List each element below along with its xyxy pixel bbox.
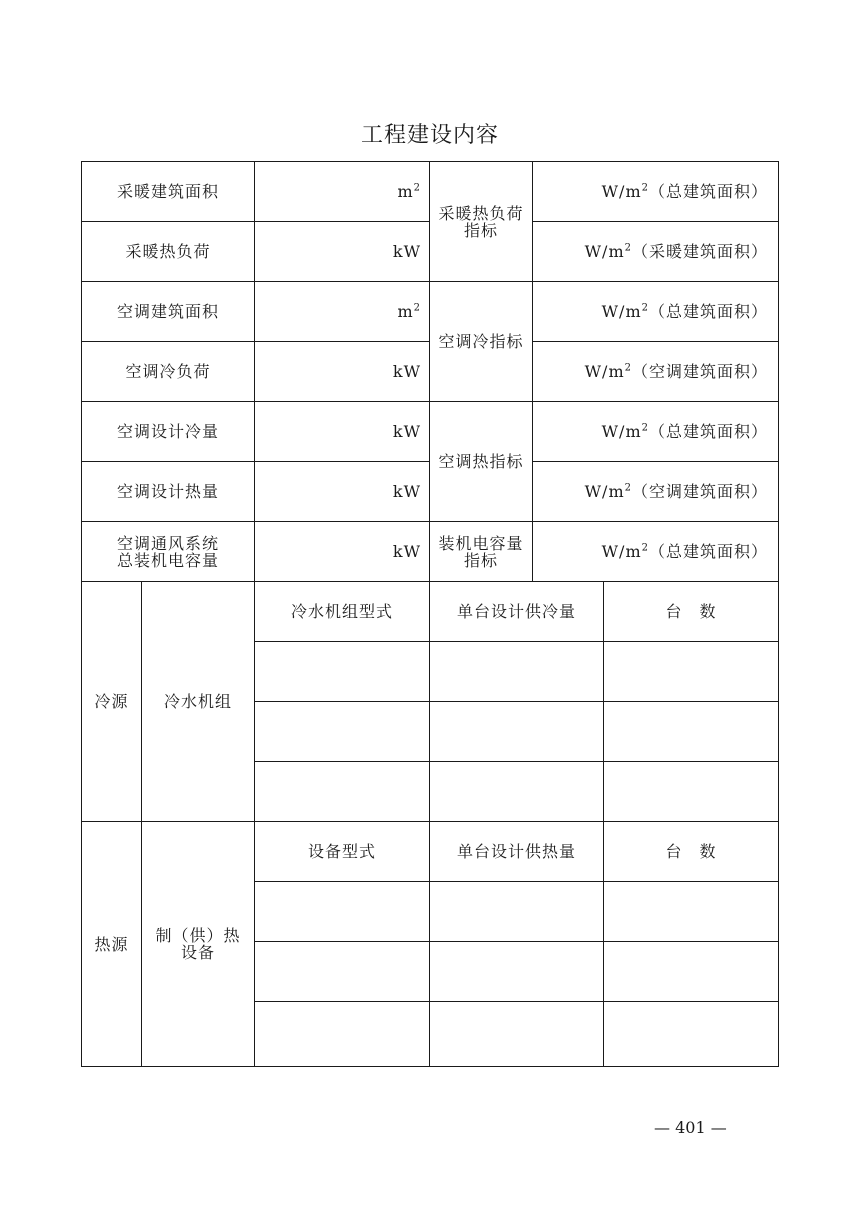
count-cell[interactable] (604, 1002, 779, 1067)
value-heating-index-heated[interactable]: $W/m^2$（采暖建筑面积） (533, 222, 779, 282)
cold-source-label: 冷源 (82, 582, 142, 822)
count-cell[interactable] (604, 702, 779, 762)
page-number: — 401 — (654, 1118, 727, 1137)
cooling-capacity-cell[interactable] (430, 642, 604, 702)
value-installed-capacity[interactable]: kW (255, 522, 430, 582)
value-ac-design-cooling[interactable]: kW (255, 402, 430, 462)
label-installed-capacity: 空调通风系统 总装机电容量 (82, 522, 255, 582)
heating-equipment-label: 制（供）热 设备 (142, 822, 255, 1067)
value-heating-area[interactable]: $m^2$ (255, 162, 430, 222)
value-ac-design-heating[interactable]: kW (255, 462, 430, 522)
header-unit-heating-capacity: 单台设计供热量 (430, 822, 604, 882)
value-heating-load[interactable]: kW (255, 222, 430, 282)
value-ac-area[interactable]: $m^2$ (255, 282, 430, 342)
equipment-type-cell[interactable] (255, 942, 430, 1002)
count-cell[interactable] (604, 882, 779, 942)
label-installed-capacity-index: 装机电容量 指标 (430, 522, 533, 582)
chiller-label: 冷水机组 (142, 582, 255, 822)
label-heating-load: 采暖热负荷 (82, 222, 255, 282)
heat-source-label: 热源 (82, 822, 142, 1067)
label-ac-design-cooling: 空调设计冷量 (82, 402, 255, 462)
label-ac-cooling-index: 空调冷指标 (430, 282, 533, 402)
count-cell[interactable] (604, 942, 779, 1002)
chiller-type-cell[interactable] (255, 762, 430, 822)
count-cell[interactable] (604, 762, 779, 822)
construction-content-table (81, 161, 779, 1067)
header-unit-count: 台 数 (604, 582, 779, 642)
label-heating-area: 采暖建筑面积 (82, 162, 255, 222)
value-ac-cooling-index-total[interactable]: $W/m^2$（总建筑面积） (533, 282, 779, 342)
header-chiller-type: 冷水机组型式 (255, 582, 430, 642)
equipment-type-cell[interactable] (255, 882, 430, 942)
heating-capacity-cell[interactable] (430, 882, 604, 942)
count-cell[interactable] (604, 642, 779, 702)
equipment-type-cell[interactable] (255, 1002, 430, 1067)
header-unit-count: 台 数 (604, 822, 779, 882)
page-title: 工程建设内容 (360, 123, 499, 148)
value-installed-capacity-index[interactable]: $W/m^2$（总建筑面积） (533, 522, 779, 582)
header-equipment-type: 设备型式 (255, 822, 430, 882)
chiller-type-cell[interactable] (255, 642, 430, 702)
cooling-capacity-cell[interactable] (430, 762, 604, 822)
heating-capacity-cell[interactable] (430, 1002, 604, 1067)
value-ac-heating-index-total[interactable]: $W/m^2$（总建筑面积） (533, 402, 779, 462)
value-heating-index-total[interactable]: $W/m^2$（总建筑面积） (533, 162, 779, 222)
value-ac-cooling-load[interactable]: kW (255, 342, 430, 402)
heating-capacity-cell[interactable] (430, 942, 604, 1002)
value-ac-heating-index-ac[interactable]: $W/m^2$（空调建筑面积） (533, 462, 779, 522)
label-ac-heating-index: 空调热指标 (430, 402, 533, 522)
cooling-capacity-cell[interactable] (430, 702, 604, 762)
header-unit-cooling-capacity: 单台设计供冷量 (430, 582, 604, 642)
label-ac-cooling-load: 空调冷负荷 (82, 342, 255, 402)
chiller-type-cell[interactable] (255, 702, 430, 762)
label-heating-load-index: 采暖热负荷 指标 (430, 162, 533, 282)
label-ac-area: 空调建筑面积 (82, 282, 255, 342)
label-ac-design-heating: 空调设计热量 (82, 462, 255, 522)
value-ac-cooling-index-ac[interactable]: $W/m^2$（空调建筑面积） (533, 342, 779, 402)
